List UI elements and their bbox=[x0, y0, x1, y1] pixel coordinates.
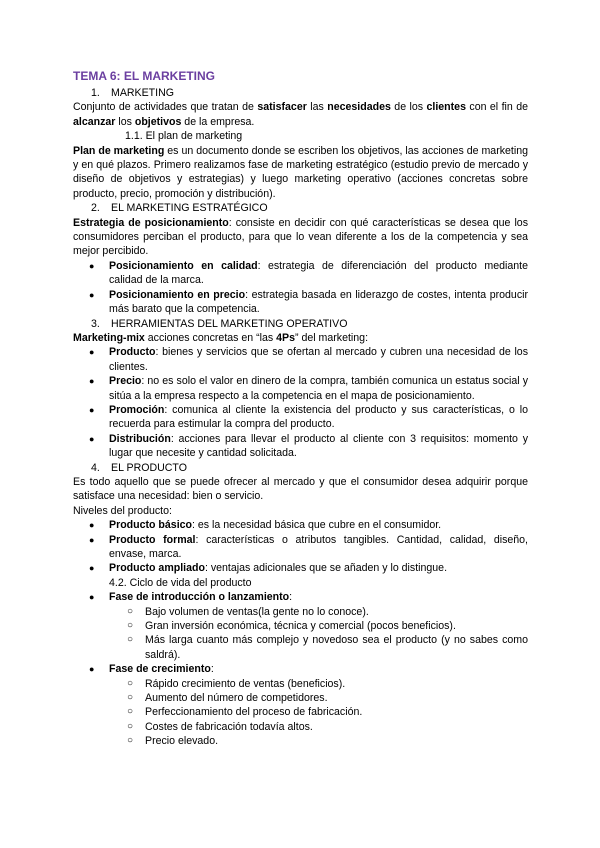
list-item-phase: ● Fase de crecimiento: bbox=[73, 662, 528, 676]
list-item: ● Producto formal: características o atributos tangibles. Cantidad, calidad, diseño, envase, marca. bbox=[73, 533, 528, 562]
section-heading-2 bbox=[91, 201, 528, 215]
section-heading-4 bbox=[91, 461, 528, 475]
section-heading-1 bbox=[91, 86, 528, 100]
sub-list-item: ○ Gran inversión económica, técnica y comercial (pocos beneficios). bbox=[73, 619, 528, 633]
section-number: 1. bbox=[91, 87, 100, 99]
subheading-plan: 1.1. El plan de marketing bbox=[125, 130, 243, 143]
sub-list-item: ○ Aumento del número de competidores. bbox=[73, 691, 528, 705]
subheading-ciclo-vida: 4.2. Ciclo de vida del producto bbox=[109, 576, 252, 589]
paragraph-marketing-definition: Conjunto de actividades que tratan de satisfacer las necesidades de los clientes con el fin de alcanzar los objetivos de la empresa. bbox=[73, 101, 529, 128]
list-item: ● Posicionamiento en precio: estrategia basada en liderazgo de costes, intenta producir más barato que la competencia. bbox=[73, 288, 528, 317]
sub-list-item: ○ Bajo volumen de ventas(la gente no lo conoce). bbox=[73, 605, 528, 619]
list-item: ● Posicionamiento en calidad: estrategia de diferenciación del producto mediante calidad de la marca. bbox=[73, 259, 528, 288]
section-heading-3 bbox=[91, 317, 528, 331]
section-number: 2. bbox=[91, 202, 100, 215]
sub-list-item: ○ Más larga cuanto más complejo y novedoso sea el producto (y no sabes como saldrá). bbox=[73, 633, 528, 662]
sub-list-item: ○ Perfeccionamiento del proceso de fabricación. bbox=[73, 705, 528, 719]
section-number: 4. bbox=[91, 461, 100, 474]
paragraph-producto: Es todo aquello que se puede ofrecer al mercado y que el consumidor desea adquirir porque satisface una necesidad: bien o servicio. bbox=[73, 475, 528, 503]
section-heading-text: EL MARKETING ESTRATÉGICO bbox=[111, 202, 268, 215]
list-item-phase: ● Fase de introducción o lanzamiento: bbox=[73, 590, 528, 604]
section-heading-text: MARKETING bbox=[111, 87, 174, 99]
levels-label: Niveles del producto: bbox=[73, 504, 172, 517]
sub-list-item: ○ Precio elevado. bbox=[73, 734, 528, 748]
list-item: ● Producto: bienes y servicios que se ofertan al mercado y cubren una necesidad de los clientes. bbox=[73, 345, 528, 374]
list-item: ● Precio: no es solo el valor en dinero de la compra, también comunica un estatus social y sitúa a la empresa respecto a la competencia en el mapa de posicionamiento. bbox=[73, 374, 528, 403]
section-heading-text: HERRAMIENTAS DEL MARKETING OPERATIVO bbox=[111, 317, 348, 330]
sub-list-item: ○ Costes de fabricación todavía altos. bbox=[73, 720, 528, 734]
list-item: ● Promoción: comunica al cliente la existencia del producto y sus características, o lo recuerda para estimular la compra del producto. bbox=[73, 403, 528, 432]
paragraph-plan-marketing: Plan de marketing es un documento donde se escriben los objetivos, las acciones de marketing y en qué plazos. Primero realizamos fase de marketing estratégico (estudio previo de mercado y diseño de objetivos y estrategias) y luego marketing operativo (acciones concretas sobre producto, precio, promoción y distribución). bbox=[73, 144, 528, 200]
paragraph-marketing-mix: Marketing-mix acciones concretas en “las 4Ps” del marketing: bbox=[73, 331, 369, 344]
list-item: ● Producto ampliado: ventajas adicionales que se añaden y lo distingue. bbox=[73, 561, 528, 575]
page-title: TEMA 6: EL MARKETING bbox=[73, 69, 216, 83]
document-page bbox=[73, 68, 528, 749]
sub-list-item: ○ Rápido crecimiento de ventas (beneficios). bbox=[73, 677, 528, 691]
list-item: ● Producto básico: es la necesidad básica que cubre en el consumidor. bbox=[73, 518, 528, 532]
paragraph-posicionamiento: Estrategia de posicionamiento: consiste en decidir con qué características se desea que los consumidores perciban el producto, para que lo vean diferente a los de la competencia y sea mejor percibido. bbox=[73, 216, 528, 258]
section-heading-text: EL PRODUCTO bbox=[111, 461, 187, 474]
section-number: 3. bbox=[91, 317, 100, 330]
list-item: ● Distribución: acciones para llevar el producto al cliente con 3 requisitos: momento y lugar que necesite y cantidad solicitada. bbox=[73, 432, 528, 461]
